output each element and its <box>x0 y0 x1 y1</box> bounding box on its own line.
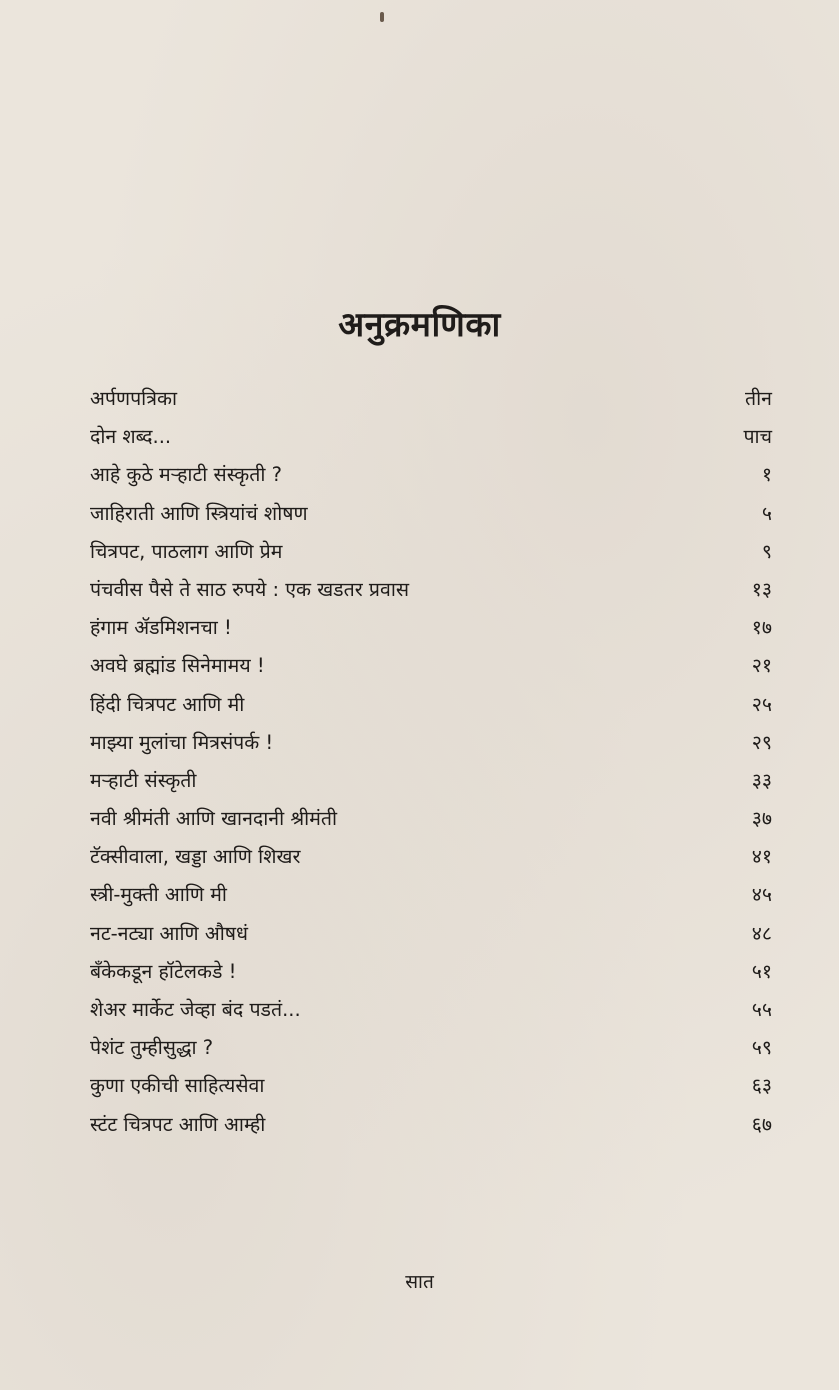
page-title: अनुक्रमणिका <box>338 305 501 345</box>
table-of-contents <box>90 380 772 1144</box>
toc-entry-page: १३ <box>751 577 772 601</box>
toc-entry-page: ९ <box>761 539 772 563</box>
toc-entry-title: मऱ्हाटी संस्कृती <box>90 768 197 792</box>
toc-entry-title: स्त्री-मुक्ती आणि मी <box>90 883 227 907</box>
toc-entry-page: २९ <box>751 730 772 754</box>
toc-entry <box>90 571 772 609</box>
toc-entry <box>90 456 772 494</box>
toc-entry <box>90 991 772 1029</box>
toc-entry-title: नवी श्रीमंती आणि खानदानी श्रीमंती <box>90 807 338 831</box>
toc-entry-title: माझ्या मुलांचा मित्रसंपर्क ! <box>90 730 274 754</box>
toc-entry-title: पंचवीस पैसे ते साठ रुपये : एक खडतर प्रवास <box>90 577 410 601</box>
toc-entry-title: शेअर मार्केट जेव्हा बंद पडतं... <box>90 998 301 1021</box>
toc-entry <box>90 838 772 876</box>
toc-entry <box>90 953 772 991</box>
toc-entry <box>90 380 772 418</box>
toc-entry <box>90 762 772 800</box>
toc-entry-page: १७ <box>751 616 772 640</box>
toc-entry-page: ३३ <box>751 768 772 792</box>
toc-entry-page: ४१ <box>751 845 772 869</box>
toc-entry <box>90 724 772 762</box>
toc-entry-title: दोन शब्द... <box>90 425 172 449</box>
toc-entry-title: अवघे ब्रह्मांड सिनेमामय ! <box>90 654 265 678</box>
toc-entry <box>90 609 772 647</box>
toc-entry-title: आहे कुठे मऱ्हाटी संस्कृती ? <box>90 463 283 487</box>
toc-entry-title: चित्रपट, पाठलाग आणि प्रेम <box>90 539 283 563</box>
toc-entry-title: बँकेकडून हॉटेलकडे ! <box>90 959 237 983</box>
toc-entry-title: जाहिराती आणि स्त्रियांचं शोषण <box>90 501 308 525</box>
toc-entry <box>90 647 772 685</box>
toc-entry-page: ५५ <box>751 998 772 1021</box>
toc-entry <box>90 876 772 914</box>
toc-entry-page: ६७ <box>751 1112 772 1136</box>
toc-entry-page: २५ <box>751 692 772 716</box>
toc-entry-page: ६३ <box>751 1074 772 1098</box>
toc-entry-title: हंगाम ॲडमिशनचा ! <box>90 616 232 640</box>
toc-entry <box>90 915 772 953</box>
toc-entry <box>90 1106 772 1144</box>
toc-entry-title: टॅक्सीवाला, खड्डा आणि शिखर <box>90 845 301 869</box>
toc-entry-page: ४८ <box>751 921 772 945</box>
toc-entry <box>90 1067 772 1105</box>
toc-entry-page: ५९ <box>751 1036 772 1060</box>
toc-entry <box>90 495 772 533</box>
toc-entry-page: ३७ <box>751 807 772 831</box>
page-number-footer: सात <box>405 1271 434 1293</box>
toc-entry <box>90 686 772 724</box>
toc-entry-title: अर्पणपत्रिका <box>90 387 177 410</box>
toc-entry-page: २१ <box>751 654 772 678</box>
toc-entry-title: हिंदी चित्रपट आणि मी <box>90 692 245 716</box>
toc-entry <box>90 533 772 571</box>
toc-entry-page: ५१ <box>751 959 772 983</box>
toc-entry-page: तीन <box>745 387 772 410</box>
toc-entry <box>90 1029 772 1067</box>
toc-entry-title: कुणा एकीची साहित्यसेवा <box>90 1074 265 1098</box>
toc-entry-page: पाच <box>743 425 772 449</box>
ink-speck <box>380 12 384 22</box>
toc-entry-title: पेशंट तुम्हीसुद्धा ? <box>90 1036 214 1060</box>
toc-entry <box>90 800 772 838</box>
toc-entry-title: स्टंट चित्रपट आणि आम्ही <box>90 1112 266 1136</box>
toc-entry <box>90 418 772 456</box>
toc-entry-page: ५ <box>761 501 772 525</box>
toc-entry-title: नट-नट्या आणि औषधं <box>90 921 249 945</box>
toc-entry-page: ४५ <box>751 883 772 907</box>
toc-entry-page: १ <box>761 463 772 487</box>
